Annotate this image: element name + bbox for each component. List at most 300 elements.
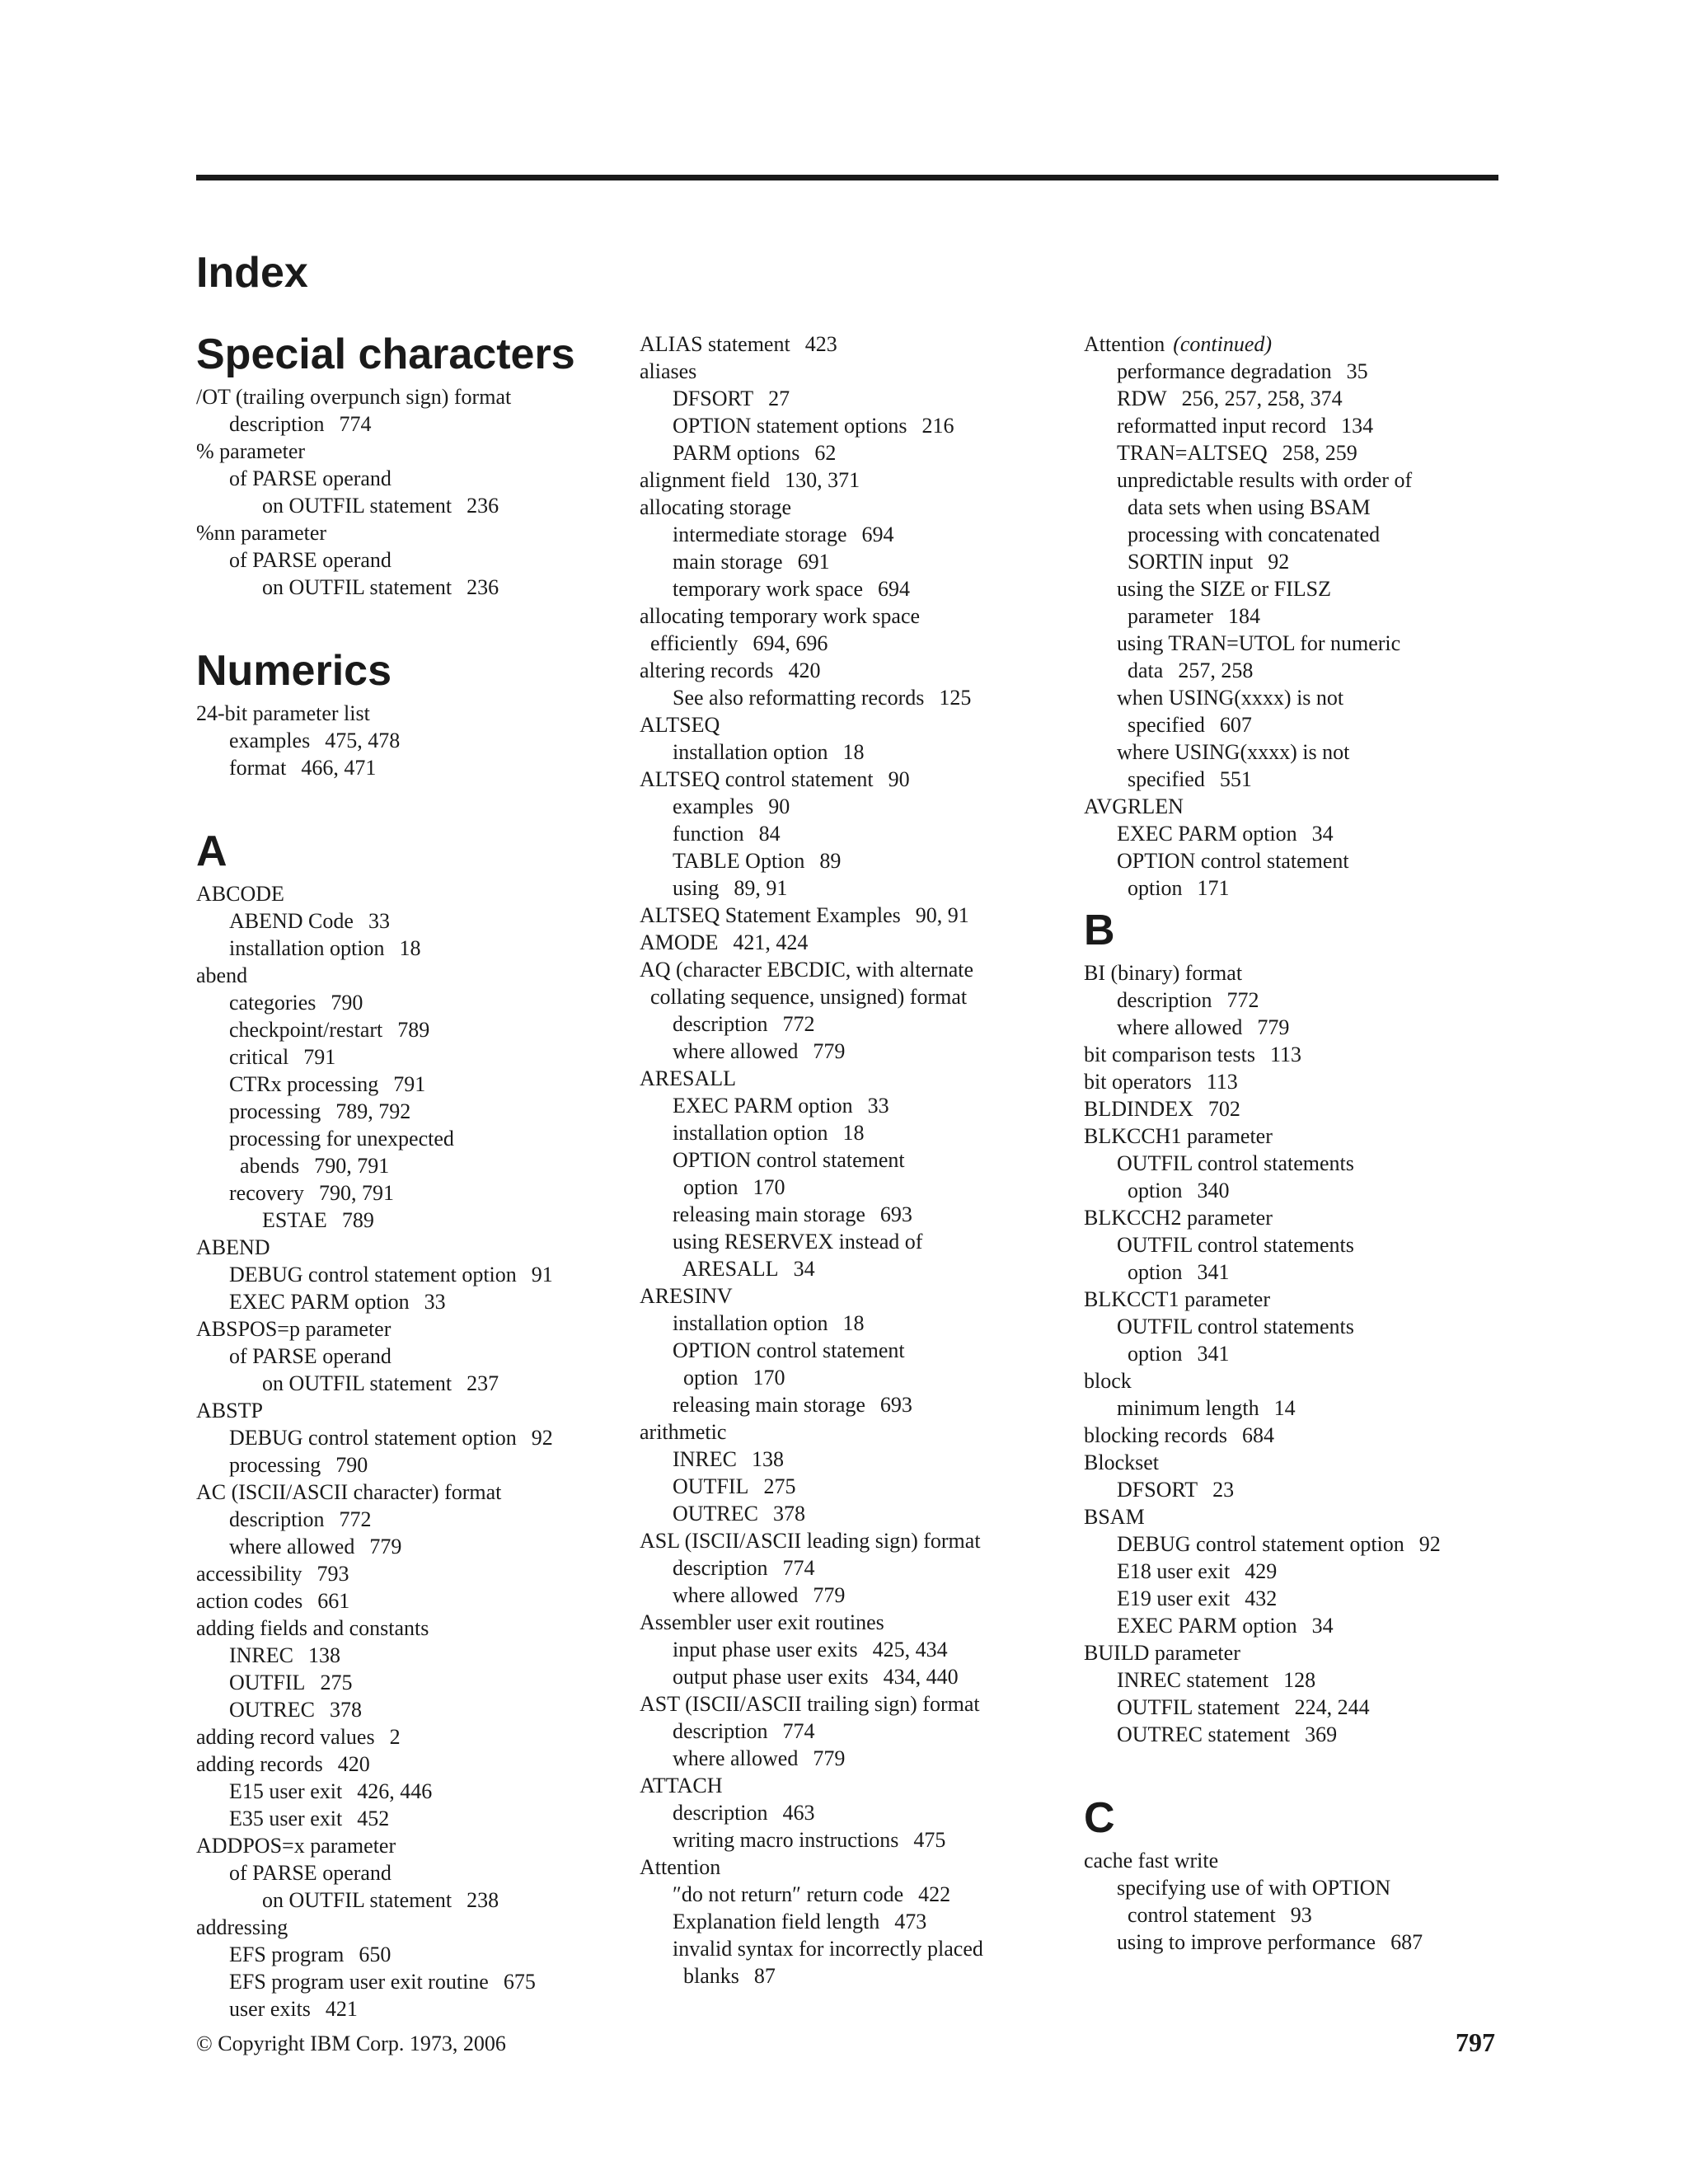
section-heading: A — [196, 827, 227, 875]
entry-term: EXEC PARM option — [1117, 822, 1297, 846]
entry-term: ALTSEQ Statement Examples — [640, 903, 901, 927]
entry-term: on OUTFIL statement — [262, 1371, 452, 1395]
index-entry — [640, 466, 1068, 494]
entry-term: option — [673, 1366, 738, 1390]
index-entry — [640, 902, 1068, 929]
entry-term: OPTION control statement — [1117, 849, 1349, 873]
index-entry — [196, 1071, 625, 1098]
entry-term: of PARSE operand — [229, 1344, 392, 1368]
entry-page-refs: 422 — [918, 1882, 951, 1906]
index-entry — [640, 1337, 1068, 1364]
entry-page-refs: 92 — [1418, 1532, 1441, 1556]
entry-page-refs: 426, 446 — [357, 1779, 433, 1803]
index-entry — [1084, 1612, 1512, 1639]
index-entry — [1084, 1422, 1512, 1449]
index-entry — [1084, 521, 1512, 548]
entry-page-refs: 432 — [1245, 1586, 1278, 1610]
index-entry — [640, 1174, 1068, 1201]
entry-term: recovery — [229, 1181, 304, 1205]
entry-page-refs: 23 — [1212, 1478, 1235, 1502]
index-entry — [1084, 738, 1512, 766]
entry-page-refs: 275 — [763, 1474, 796, 1498]
index-entry — [640, 1446, 1068, 1473]
entry-page-refs: 35 — [1346, 359, 1368, 383]
entry-term: OUTREC statement — [1117, 1722, 1291, 1746]
entry-term: OUTFIL control statements — [1117, 1151, 1354, 1175]
index-entry — [196, 1560, 625, 1587]
entry-page-refs: 779 — [813, 1583, 846, 1607]
entry-term: /OT (trailing overpunch sign) format — [196, 385, 512, 409]
entry-term: function — [673, 822, 744, 846]
index-section — [196, 326, 625, 601]
entry-term: adding record values — [196, 1725, 375, 1749]
entry-page-refs: 789 — [397, 1018, 430, 1042]
index-entry — [640, 1473, 1068, 1500]
entry-term: EXEC PARM option — [1117, 1614, 1297, 1638]
index-entry — [1084, 385, 1512, 412]
index-entry — [640, 1038, 1068, 1065]
entry-term: installation option — [229, 936, 385, 960]
index-entry — [196, 1832, 625, 1859]
entry-term: main storage — [673, 550, 783, 574]
entry-term: blocking records — [1084, 1423, 1228, 1447]
index-entry — [640, 412, 1068, 439]
entry-term: using the SIZE or FILSZ — [1117, 577, 1331, 601]
index-entry — [1084, 1150, 1512, 1177]
entry-page-refs: 113 — [1206, 1070, 1238, 1094]
entry-term: description — [229, 1507, 325, 1531]
entry-term: Assembler user exit routines — [640, 1610, 884, 1634]
entry-page-refs: 779 — [813, 1746, 846, 1770]
index-entry — [640, 548, 1068, 575]
index-entry — [1084, 1639, 1512, 1666]
index-entry — [196, 1750, 625, 1778]
entry-page-refs: 236 — [467, 494, 499, 518]
entry-term: AC (ISCII/ASCII character) format — [196, 1480, 502, 1504]
entry-term: parameter — [1117, 604, 1213, 628]
entry-term: user exits — [229, 1997, 311, 2021]
entry-page-refs: 170 — [753, 1175, 785, 1199]
entry-term: ALTSEQ — [640, 713, 720, 737]
entry-page-refs: 425, 434 — [872, 1638, 948, 1661]
index-entry — [1084, 1313, 1512, 1340]
entry-page-refs: 687 — [1390, 1930, 1423, 1954]
entry-term: TRAN=ALTSEQ — [1117, 441, 1268, 465]
index-entry — [640, 1663, 1068, 1690]
index-entry — [1084, 847, 1512, 874]
entry-term: invalid syntax for incorrectly placed — [673, 1937, 983, 1961]
entry-term: BI (binary) format — [1084, 961, 1243, 985]
index-entry — [196, 1914, 625, 1941]
entry-term: ASL (ISCII/ASCII leading sign) format — [640, 1529, 981, 1553]
index-entry — [1084, 1014, 1512, 1041]
index-entry — [640, 1582, 1068, 1609]
index-entry — [196, 1587, 625, 1615]
entry-term: minimum length — [1117, 1396, 1259, 1420]
entry-term: block — [1084, 1369, 1132, 1393]
index-entry — [196, 1043, 625, 1071]
entry-term: OPTION statement options — [673, 414, 907, 438]
entry-page-refs: 421, 424 — [733, 930, 809, 954]
index-entry — [640, 1935, 1068, 1962]
index-entry — [640, 1228, 1068, 1255]
index-entry — [196, 1696, 625, 1723]
entry-term: altering records — [640, 658, 774, 682]
entry-page-refs: 702 — [1207, 1097, 1240, 1121]
index-section — [196, 823, 625, 2022]
entry-term: OUTFIL — [229, 1671, 306, 1694]
entry-page-refs: 369 — [1305, 1722, 1338, 1746]
index-entry — [196, 754, 625, 781]
index-entry — [196, 962, 625, 989]
entry-page-refs: 275 — [320, 1671, 353, 1694]
index-entry — [196, 1723, 625, 1750]
entry-term: reformatted input record — [1117, 414, 1327, 438]
index-entry — [640, 929, 1068, 956]
index-entry — [640, 1391, 1068, 1418]
entry-page-refs: 237 — [467, 1371, 499, 1395]
index-entry — [640, 1418, 1068, 1446]
entry-page-refs: 170 — [753, 1366, 785, 1390]
entry-page-refs: 93 — [1290, 1903, 1312, 1927]
index-entry — [196, 574, 625, 601]
index-entry — [196, 1778, 625, 1805]
index-entry — [196, 1288, 625, 1315]
index-entry — [1084, 684, 1512, 711]
entry-page-refs: 18 — [842, 740, 865, 764]
index-entry — [640, 1881, 1068, 1908]
entry-term: ARESALL — [673, 1257, 779, 1281]
entry-term: OUTFIL statement — [1117, 1695, 1280, 1719]
entry-term: AST (ISCII/ASCII trailing sign) format — [640, 1692, 980, 1716]
index-entry — [1084, 1694, 1512, 1721]
copyright-notice: © Copyright IBM Corp. 1973, 2006 — [196, 2032, 506, 2055]
index-entry — [640, 657, 1068, 684]
entry-term: temporary work space — [673, 577, 864, 601]
index-column-3 — [1084, 330, 1512, 1997]
index-entry — [196, 1315, 625, 1343]
entry-page-refs: 2 — [389, 1725, 401, 1749]
index-entry — [196, 1098, 625, 1125]
entry-term: intermediate storage — [673, 523, 847, 546]
entry-term: E19 user exit — [1117, 1586, 1231, 1610]
index-entry — [1084, 1585, 1512, 1612]
index-entry — [640, 766, 1068, 793]
index-entry — [196, 1152, 625, 1179]
entry-term: Attention — [640, 1855, 721, 1879]
index-entry — [196, 907, 625, 935]
entry-term: on OUTFIL statement — [262, 1888, 452, 1912]
page-number: 797 — [1456, 2027, 1495, 2057]
index-entry — [1084, 711, 1512, 738]
entry-page-refs: 791 — [393, 1072, 426, 1096]
entry-page-refs: 790 — [335, 1453, 368, 1477]
entry-page-refs: 184 — [1227, 604, 1260, 628]
index-section — [1084, 1789, 1512, 1956]
index-entry — [1084, 1068, 1512, 1095]
entry-term: option — [673, 1175, 738, 1199]
entry-term: input phase user exits — [673, 1638, 858, 1661]
entry-term: % parameter — [196, 439, 306, 463]
section-heading: Special characters — [196, 330, 575, 378]
entry-term: E35 user exit — [229, 1807, 343, 1830]
entry-page-refs: 429 — [1245, 1559, 1278, 1583]
entry-page-refs: 90, 91 — [915, 903, 969, 927]
index-entry — [640, 738, 1068, 766]
index-entry — [1084, 987, 1512, 1014]
entry-page-refs: 421 — [325, 1997, 358, 2021]
index-entry — [196, 1615, 625, 1642]
entry-term: addressing — [196, 1915, 288, 1939]
entry-page-refs: 87 — [753, 1964, 776, 1988]
entry-page-refs: 134 — [1341, 414, 1374, 438]
entry-term: writing macro instructions — [673, 1828, 899, 1852]
index-entry — [196, 1886, 625, 1914]
entry-page-refs: 130, 371 — [785, 468, 860, 492]
index-entry — [196, 1261, 625, 1288]
entry-term: E15 user exit — [229, 1779, 343, 1803]
top-rule — [196, 175, 1498, 180]
entry-term: ALTSEQ control statement — [640, 767, 874, 791]
index-entry — [640, 575, 1068, 602]
entry-page-refs: 779 — [1257, 1015, 1290, 1039]
entry-term: specified — [1117, 713, 1205, 737]
entry-term: data sets when using BSAM — [1117, 495, 1371, 519]
entry-page-refs: 694 — [878, 577, 911, 601]
entry-page-refs: 340 — [1197, 1179, 1230, 1202]
entry-term: abends — [229, 1154, 300, 1178]
entry-term: installation option — [673, 740, 828, 764]
index-entry — [1084, 1558, 1512, 1585]
index-entry — [1084, 1286, 1512, 1313]
index-entry — [196, 465, 625, 492]
entry-page-refs: 463 — [782, 1801, 815, 1825]
index-entry — [640, 630, 1068, 657]
index-entry — [640, 494, 1068, 521]
entry-page-refs: 90 — [888, 767, 910, 791]
index-entry — [640, 1310, 1068, 1337]
index-entry — [1084, 959, 1512, 987]
entry-term: BLKCCH1 parameter — [1084, 1124, 1273, 1148]
index-entry — [196, 1995, 625, 2022]
entry-page-refs: 779 — [813, 1039, 846, 1063]
index-entry — [196, 989, 625, 1016]
entry-page-refs: 341 — [1197, 1342, 1230, 1366]
index-entry — [1084, 766, 1512, 793]
entry-term: ABEND — [196, 1235, 270, 1259]
entry-term: ″do not return″ return code — [673, 1882, 904, 1906]
entry-term: description — [673, 1556, 768, 1580]
index-entry — [640, 1282, 1068, 1310]
entry-term: processing with concatenated — [1117, 523, 1381, 546]
entry-page-refs: 236 — [467, 575, 499, 599]
index-entry — [1084, 820, 1512, 847]
entry-page-refs: 18 — [399, 936, 421, 960]
index-column-2 — [640, 330, 1068, 1990]
index-entry — [1084, 1258, 1512, 1286]
entry-term: of PARSE operand — [229, 1861, 392, 1885]
entry-page-refs: 89, 91 — [734, 876, 788, 900]
entry-page-refs: 774 — [782, 1556, 815, 1580]
entry-term: Explanation field length — [673, 1910, 880, 1933]
entry-page-refs: 34 — [1311, 1614, 1334, 1638]
index-entry — [196, 1805, 625, 1832]
entry-term: specifying use of with OPTION — [1117, 1876, 1391, 1900]
entry-page-refs: 92 — [1268, 550, 1290, 574]
entry-term: DEBUG control statement option — [1117, 1532, 1404, 1556]
index-entry — [640, 1962, 1068, 1990]
index-entry — [1084, 575, 1512, 602]
index-entry — [1084, 1503, 1512, 1530]
entry-term: bit comparison tests — [1084, 1043, 1255, 1066]
index-entry — [196, 410, 625, 438]
entry-term: unpredictable results with order of — [1117, 468, 1413, 492]
entry-term: output phase user exits — [673, 1665, 869, 1689]
index-entry — [640, 1255, 1068, 1282]
entry-page-refs: 34 — [1311, 822, 1334, 846]
entry-term: ABSTP — [196, 1399, 263, 1422]
entry-page-refs: 475 — [913, 1828, 946, 1852]
entry-term: of PARSE operand — [229, 466, 392, 490]
entry-term: SORTIN input — [1117, 550, 1254, 574]
index-entry — [640, 820, 1068, 847]
entry-page-refs: 789 — [341, 1208, 374, 1232]
entry-term: OUTFIL — [673, 1474, 749, 1498]
entry-term: of PARSE operand — [229, 548, 392, 572]
entry-term: using TRAN=UTOL for numeric — [1117, 631, 1401, 655]
section-heading: B — [1084, 907, 1115, 954]
index-entry — [640, 1690, 1068, 1718]
index-entry — [640, 439, 1068, 466]
entry-page-refs: 779 — [369, 1535, 402, 1558]
entry-term: AVGRLEN — [1084, 794, 1184, 818]
entry-term: where USING(xxxx) is not — [1117, 740, 1350, 764]
index-entry — [196, 1669, 625, 1696]
index-entry — [1084, 466, 1512, 494]
index-entry — [640, 1092, 1068, 1119]
index-entry — [1084, 657, 1512, 684]
index-entry — [196, 1941, 625, 1968]
index-entry — [196, 1370, 625, 1397]
entry-term: cache fast write — [1084, 1849, 1219, 1872]
index-entry — [1084, 412, 1512, 439]
entry-term: using RESERVEX instead of — [673, 1230, 923, 1254]
entry-term: allocating temporary work space — [640, 604, 921, 628]
entry-term: OPTION control statement — [673, 1338, 905, 1362]
entry-page-refs: 661 — [317, 1589, 350, 1613]
entry-page-refs: 693 — [879, 1393, 912, 1417]
index-entry — [196, 1397, 625, 1424]
index-entry — [1084, 1204, 1512, 1231]
index-entry — [196, 935, 625, 962]
entry-term: ABCODE — [196, 882, 284, 906]
entry-term: RDW — [1117, 387, 1167, 410]
entry-term: adding fields and constants — [196, 1616, 429, 1640]
index-entry — [1084, 1231, 1512, 1258]
index-entry — [1084, 1041, 1512, 1068]
index-entry — [1084, 793, 1512, 820]
entry-term: EFS program — [229, 1943, 345, 1966]
entry-page-refs: 684 — [1242, 1423, 1275, 1447]
index-entry — [640, 983, 1068, 1010]
index-entry — [196, 727, 625, 754]
entry-term: examples — [673, 794, 754, 818]
entry-page-refs: 473 — [894, 1910, 927, 1933]
entry-page-refs: 92 — [531, 1426, 553, 1450]
entry-term: INREC — [673, 1447, 737, 1471]
index-entry — [640, 1609, 1068, 1636]
entry-term: DEBUG control statement option — [229, 1263, 517, 1286]
index-entry — [1084, 1476, 1512, 1503]
entry-page-refs: 89 — [819, 849, 842, 873]
entry-page-refs: 607 — [1219, 713, 1252, 737]
entry-page-refs: 18 — [842, 1311, 865, 1335]
index-entry — [1084, 1340, 1512, 1367]
entry-term: processing for unexpected — [229, 1127, 454, 1151]
entry-term: OUTFIL control statements — [1117, 1315, 1354, 1338]
entry-term: ESTAE — [262, 1208, 327, 1232]
index-entry — [196, 1207, 625, 1234]
index-entry — [1084, 330, 1512, 358]
index-entry — [1084, 1721, 1512, 1748]
entry-term: PARM options — [673, 441, 800, 465]
entry-term: 24-bit parameter list — [196, 701, 370, 725]
entry-continued-note: (continued) — [1173, 332, 1273, 356]
index-entry — [640, 1146, 1068, 1174]
index-entry — [1084, 1394, 1512, 1422]
entry-page-refs: 34 — [793, 1257, 815, 1281]
entry-term: where allowed — [673, 1039, 799, 1063]
entry-page-refs: 33 — [368, 909, 390, 933]
entry-term: aliases — [640, 359, 697, 383]
index-entry — [196, 1479, 625, 1506]
entry-term: EXEC PARM option — [229, 1290, 410, 1314]
entry-page-refs: 790, 791 — [314, 1154, 390, 1178]
entry-term: using — [673, 876, 720, 900]
index-entry — [1084, 1530, 1512, 1558]
entry-term: arithmetic — [640, 1420, 727, 1444]
entry-term: OUTREC — [673, 1502, 758, 1526]
entry-term: Attention — [1084, 332, 1165, 356]
index-entry — [640, 1500, 1068, 1527]
index-entry — [196, 700, 625, 727]
entry-page-refs: 27 — [768, 387, 790, 410]
index-entry — [196, 1533, 625, 1560]
entry-term: option — [1117, 876, 1183, 900]
entry-page-refs: 475, 478 — [325, 729, 401, 752]
entry-page-refs: 33 — [867, 1094, 889, 1118]
index-entry — [1084, 1847, 1512, 1874]
index-entry — [196, 880, 625, 907]
index-entry — [196, 1179, 625, 1207]
entry-term: OUTFIL control statements — [1117, 1233, 1354, 1257]
index-entry — [1084, 358, 1512, 385]
entry-term: accessibility — [196, 1562, 302, 1586]
index-entry — [640, 385, 1068, 412]
index-entry — [196, 1234, 625, 1261]
entry-term: INREC — [229, 1643, 293, 1667]
index-entry — [196, 1506, 625, 1533]
entry-term: ARESINV — [640, 1284, 733, 1308]
entry-page-refs: 774 — [339, 412, 372, 436]
entry-term: description — [673, 1012, 768, 1036]
entry-page-refs: 257, 258 — [1178, 658, 1254, 682]
index-entry — [1084, 1095, 1512, 1122]
entry-term: ALIAS statement — [640, 332, 790, 356]
entry-term: where allowed — [673, 1746, 799, 1770]
entry-term: OPTION control statement — [673, 1148, 905, 1172]
entry-term: %nn parameter — [196, 521, 327, 545]
